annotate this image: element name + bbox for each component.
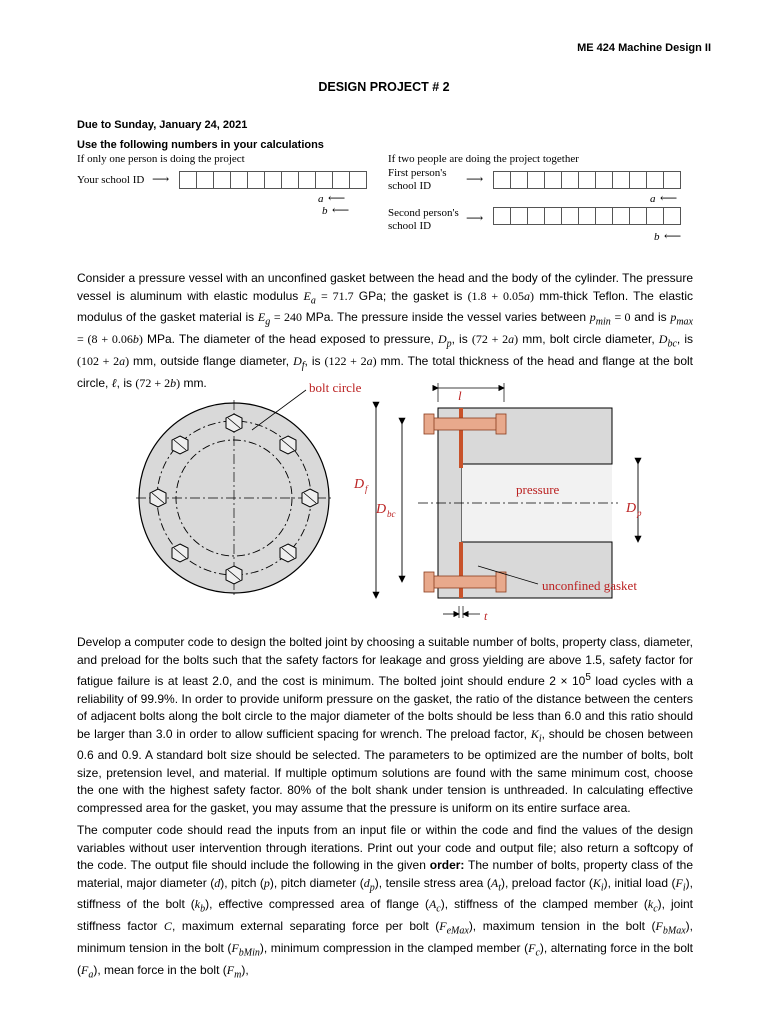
page-title: DESIGN PROJECT # 2 <box>318 80 450 94</box>
bolted-joint-figure <box>118 378 658 628</box>
second-id-label: Second person's <box>388 207 459 219</box>
pressure-label: pressure <box>516 482 560 497</box>
instructions-line: Use the following numbers in your calculations <box>77 139 324 151</box>
problem-paragraph: Consider a pressure vessel with an unconfined gasket between the head and the body of the cylinder. The pressure vessel is aluminum with elastic modulus $E_a = 71.7$ GPa; the gasket is (1.8 + 0.05a) mm-thick Teflon. The elastic modulus of the gasket material is $E_g = 240$ MPa. The pressure inside the vessel varies between $p_{min} = 0$ and is $p_{max} = (8 + 0.06b)$ MPa. The diameter of the head exposed to pressure, $D_p$, is (72 + 2a) mm, bolt circle diameter, $D_{bc}$, is (102 + 2a) mm, outside flange diameter, $D_f$, is (122 + 2a) mm. The total thickness of the head and flange at the bolt circle, ℓ, is (72 + 2b) mm. <box>77 271 694 391</box>
svg-text:f: f <box>365 484 368 494</box>
a-label: a <box>318 193 324 205</box>
second-id-boxes[interactable] <box>494 207 681 225</box>
course-header: ME 424 Machine Design II <box>577 42 711 54</box>
df-label <box>353 477 369 494</box>
first-id-label: First person's <box>388 167 447 179</box>
your-id-label: Your school ID <box>77 174 145 186</box>
flange-front-view <box>136 390 332 596</box>
bolt-circle-label: bolt circle <box>309 380 362 395</box>
single-heading: If only one person is doing the project <box>77 153 245 165</box>
a-label-pair: a <box>650 193 656 205</box>
first-id-label-2: school ID <box>388 180 432 192</box>
flange-side-view <box>418 408 618 598</box>
requirements-paragraph: Develop a computer code to design the bolted joint by choosing a suitable number of bolts, property class, diameter, and preload for the bolts such that the safety factors for leakage and gross yielding are above 1.5, safety factor for fatigue failure is at least 2.0, and the cost is minimum. The bolted joint should endure $2 \times 10^5$ load cycles with a reliability of 99.9%. In order to provide uniform pressure on the gasket, the ratio of the distance between the centers of adjacent bolts along the bolt circle to the major diameter of the bolts should be less than 6.0 and this ratio should be larger than 3.0 in order to allow sufficient spacing for wrench. The preload factor, $K_i$, should be chosen between 0.6 and 0.9. A standard bolt size should be selected. The parameters to be optimized are the number of bolts, bolt size, pretension level, and material. If multiple optimum solutions are found with the same minimum cost, choose the one with the highest safety factor. 80% of the bolt shank under tension is unthreaded. In calculating effective compressed area for the gasket, you may assume that the pressure is uniform on its entire surface area. <box>77 635 693 815</box>
arrow-right-icon: ⟶ <box>466 172 484 186</box>
dbc-label <box>375 502 396 519</box>
arrow-right-icon: ⟶ <box>466 211 484 225</box>
arrow-right-icon: ⟶ <box>152 172 170 186</box>
svg-text:D: D <box>626 501 637 516</box>
b-label: b <box>322 205 328 217</box>
dp-label <box>625 501 642 518</box>
arrow-left-icon: ⟵ <box>332 203 350 217</box>
gasket-thickness-label: t <box>484 609 488 623</box>
svg-text:p: p <box>637 508 642 518</box>
output-paragraph: The computer code should read the inputs from an input file or within the code and find the values of the design variables without user intervention through iterations. Print out your code and output file; also return a softcopy of the code. The output file should include the following in the given order: The number of bolts, property class of the material, major diameter (d), pitch (p), pitch diameter $(d_p)$, tensile stress area $(A_t)$, preload factor $(K_i)$, initial load $(F_i)$, stiffness of the bolt $(k_b)$, effective compressed area of flange $(A_c)$, stiffness of the clamped member $(k_c)$, joint stiffness factor C, maximum external separating force per bolt $(F_{eMax})$, maximum tension in the bolt $(F_{bMax})$, minimum tension in the bolt $(F_{bMin})$, minimum compression in the clamped member $(F_c)$, alternating force in the bolt $(F_a)$, mean force in the bolt $(F_m)$, <box>77 823 694 981</box>
arrow-left-icon: ⟵ <box>664 229 682 243</box>
svg-text:D: D <box>376 502 387 517</box>
thickness-label: l <box>458 388 462 403</box>
svg-text:bc: bc <box>387 509 396 519</box>
svg-text:D: D <box>354 477 365 492</box>
b-label-pair: b <box>654 231 660 243</box>
arrow-left-icon: ⟵ <box>660 191 678 205</box>
arrow-left-icon: ⟵ <box>328 191 346 205</box>
first-id-boxes[interactable] <box>494 171 681 189</box>
your-id-boxes[interactable] <box>180 171 367 189</box>
due-date: Due to Sunday, January 24, 2021 <box>77 119 248 131</box>
gasket-label: unconfined gasket <box>542 578 637 593</box>
second-id-label-2: school ID <box>388 220 432 232</box>
pair-heading: If two people are doing the project together <box>388 153 579 165</box>
